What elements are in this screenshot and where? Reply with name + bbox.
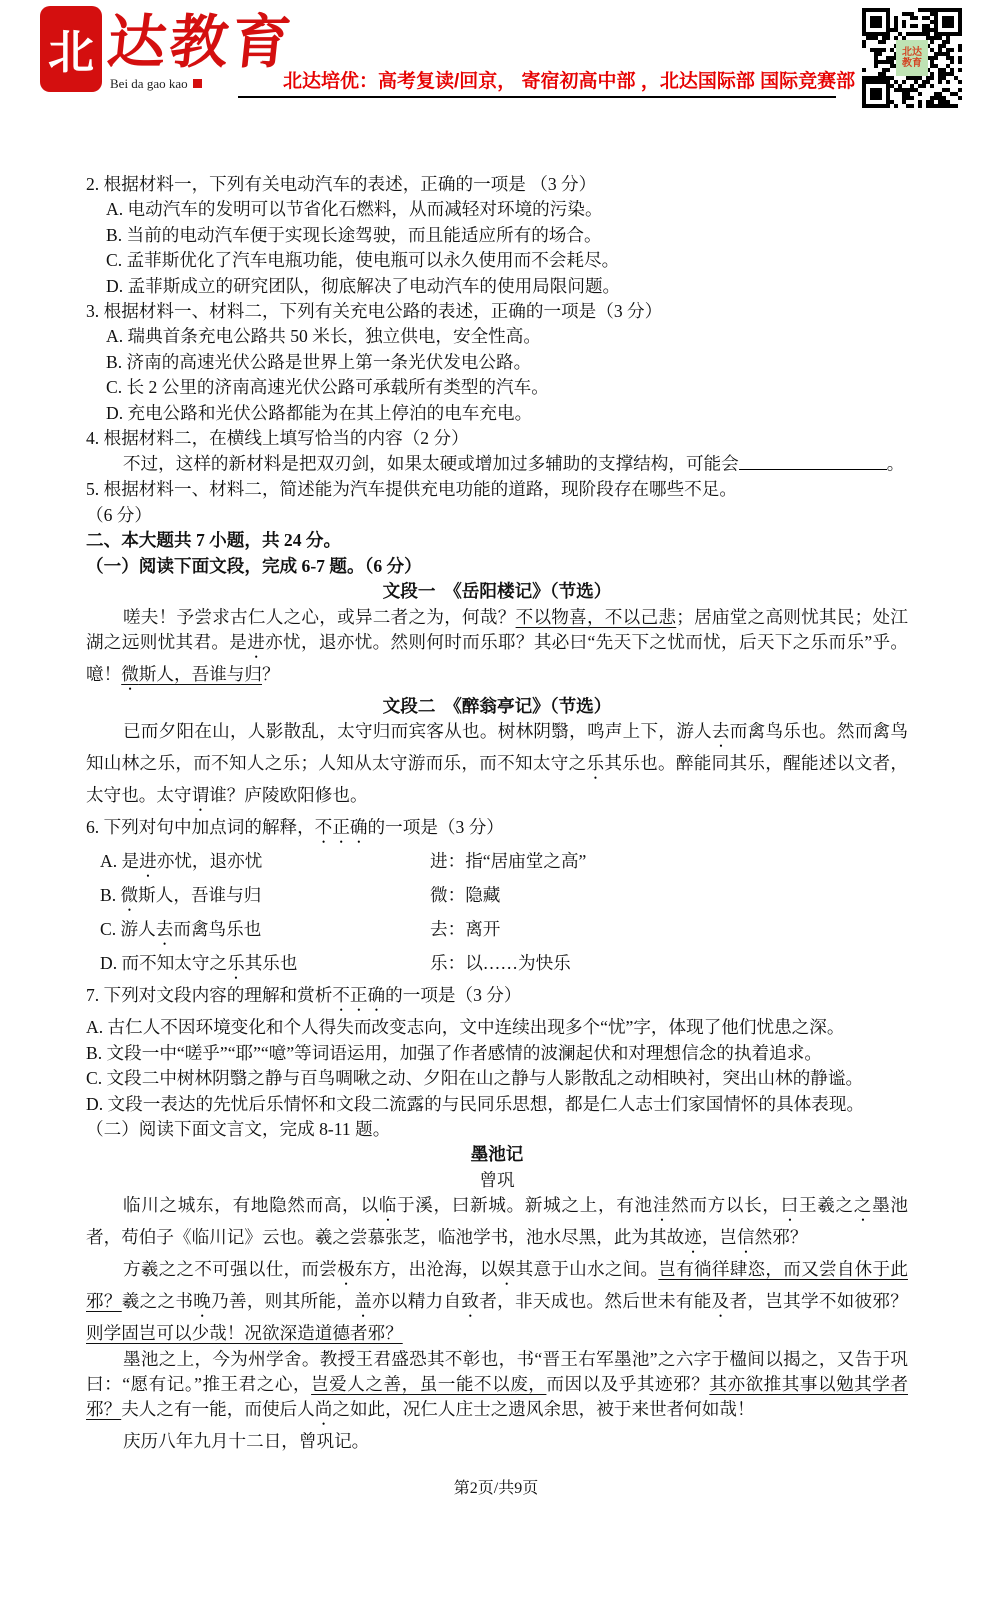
header-slogan: 北达培优：高考复读/回京， 寄宿初高中部 ，北达国际部 国际竞赛部: [283, 71, 856, 92]
question-3-option-c: C. 长 2 公里的济南高速光伏公路可承载所有类型的汽车。: [106, 377, 549, 398]
question-3-option-d: D. 充电公路和光伏公路都能为在其上停泊的电车充电。: [106, 402, 533, 423]
question-2-option-d: D. 孟菲斯成立的研究团队，彻底解决了电动汽车的使用局限问题。: [106, 275, 621, 296]
passage-2-title: 文段二 《醉翁亭记》（节选）: [382, 695, 612, 716]
question-2-option-c: C. 孟菲斯优化了汽车电瓶功能，使电瓶可以永久使用而不会耗尽。: [106, 250, 620, 271]
essay-paragraph-3: 墨池之上，今为州学舍。教授王君盛恐其不彰也，书“晋王右军墨池”之六字于楹间以揭之，又告于巩曰：“愿有记。”推王君之心，岂爱人之善，虽一能不以废，而因以及乎其迹邪？其亦欲推其事以勉其学者邪？夫人之有一能，而使后人尚之如此，况仁人庄士之遗风余思，被于来世者何如哉！: [86, 1348, 908, 1420]
fill-pre-text: 不过，这样的新材料是把双刃剑，如果太硬或增加过多辅助的支撑结构，可能会: [122, 454, 739, 475]
essay-paragraph-2: 方羲之之不可强以仕，而尝极东方，出沧海，以娱其意于山水之间。岂有徜徉肆恣，而又尝自休于此邪？羲之之书晚乃善，则其所能，盖亦以精力自致者，非天成也。然后世未有能及者，岂其学不如彼邪？则学固岂可以少哉！况欲深造道德者邪？: [86, 1259, 908, 1344]
answer-blank: [739, 451, 887, 470]
essay-title: 墨池记: [470, 1144, 524, 1165]
question-7-option-a: A. 古仁人不因环境变化和个人得失而改变志向，文中连续出现多个“忧”字，体现了他们忧患之深。: [86, 1017, 845, 1038]
subsection-1-intro: （一）阅读下面文段，完成 6-7 题。（6 分）: [86, 555, 422, 576]
question-6-row-b: [86, 881, 908, 915]
logo-text: 达教育: [104, 10, 298, 75]
section-2-title: 二、本大题共 7 小题，共 24 分。: [86, 530, 342, 551]
question-2-option-b: B. 当前的电动汽车便于实现长途驾驶，而且能适应所有的场合。: [106, 224, 602, 245]
q6-row-b-phrase: B. 微斯人，吾谁与归: [100, 885, 262, 906]
passage-2-text: 已而夕阳在山，人影散乱，太守归而宾客从也。树林阴翳，鸣声上下，游人去而禽鸟乐也。然而禽鸟知山林之乐，而不知人之乐；人知从太守游而乐，而不知太守之乐其乐也。醉能同其乐，醒能述以文者，太守也。太守谓谁？庐陵欧阳修也。: [86, 721, 908, 806]
subsection-2-intro: （二）阅读下面文言文，完成 8-11 题。: [86, 1118, 391, 1139]
question-5-stem: 5. 根据材料一、材料二，简述能为汽车提供充电功能的道路，现阶段存在哪些不足。: [86, 479, 737, 500]
question-7-option-d: D. 文段一表达的先忧后乐情怀和文段二流露的与民同乐思想，都是仁人志士们家国情怀的具体表现。: [86, 1093, 865, 1114]
question-7-stem: 7. 下列对文段内容的理解和赏析不正确的一项是（3 分）: [86, 985, 522, 1006]
q6-row-a-gloss: 进：指“居庙堂之高”: [430, 851, 587, 872]
question-7-option-b: B. 文段一中“嗟乎”“耶”“噫”等词语运用，加强了作者感情的波澜起伏和对理想信念的执着追求。: [86, 1042, 822, 1063]
qr-badge-line2: 教育: [902, 58, 922, 69]
red-square-icon: [193, 79, 202, 88]
header-divider: [238, 96, 836, 98]
passage-1-title: 文段一 《岳阳楼记》（节选）: [382, 581, 612, 602]
question-7-option-c: C. 文段二中树林阴翳之静与百鸟啁啾之动、夕阳在山之静与人影散乱之动相映衬，突出山林的静谧。: [86, 1068, 864, 1089]
essay-paragraph-1: 临川之城东，有地隐然而高，以临于溪，曰新城。新城之上，有池洼然而方以长，曰王羲之之墨池者，苟伯子《临川记》云也。羲之尝慕张芝，临池学书，池水尽黑，此为其故迹，岂信然邪？: [86, 1195, 908, 1248]
qr-center-badge: [896, 40, 928, 76]
question-6-row-c: [86, 915, 908, 949]
question-2-option-a: A. 电动汽车的发明可以节省化石燃料，从而减轻对环境的污染。: [106, 199, 603, 220]
logo-seal-icon: 北: [42, 8, 100, 90]
passage-1-text: 嗟夫！予尝求古仁人之心，或异二者之为，何哉？不以物喜，不以己悲；居庙堂之高则忧其民；处江湖之远则忧其君。是进亦忧，退亦忧。然则何时而乐耶？其必曰“先天下之忧而忧，后天下之乐而乐”乎。噫！微斯人，吾谁与归？: [86, 606, 908, 684]
q6-row-d-gloss: 乐：以……为快乐: [430, 953, 571, 974]
qr-badge-line1: 北达: [902, 47, 922, 58]
question-3-option-a: A. 瑞典首条充电公路共 50 米长，独立供电，安全性高。: [106, 326, 541, 347]
fill-post-text: 。: [886, 454, 905, 475]
question-3-stem: 3. 根据材料一、材料二，下列有关充电公路的表述，正确的一项是（3 分）: [86, 301, 663, 322]
page-header: [0, 0, 992, 130]
q6-row-a-phrase: A. 是进亦忧，退亦忧: [100, 851, 263, 872]
q6-row-b-gloss: 微：隐藏: [430, 885, 501, 906]
qr-code: [862, 8, 962, 108]
question-6-row-a: [86, 847, 908, 881]
logo-subtitle-text: Bei da gao kao: [110, 76, 188, 91]
question-2-stem: 2. 根据材料一，下列有关电动汽车的表述，正确的一项是 （3 分）: [86, 174, 597, 194]
question-5-score: （6 分）: [86, 504, 152, 525]
q6-row-d-phrase: D. 而不知太守之乐其乐也: [100, 953, 298, 974]
page-number: 第2页/共9页: [453, 1480, 539, 1497]
question-3-option-b: B. 济南的高速光伏公路是世界上第一条光伏发电公路。: [106, 351, 532, 372]
question-6-row-d: [86, 949, 908, 983]
essay-author: 曾巩: [479, 1169, 515, 1190]
q6-row-c-gloss: 去：离开: [430, 919, 501, 940]
question-4-fill-line: [86, 451, 908, 477]
exam-body: [86, 172, 908, 1455]
essay-paragraph-4: 庆历八年九月十二日，曾巩记。: [122, 1431, 370, 1452]
question-4-stem: 4. 根据材料二，在横线上填写恰当的内容（2 分）: [86, 428, 469, 449]
logo-subtitle: [110, 76, 202, 92]
question-6-stem: 6. 下列对句中加点词的解释，不正确的一项是（3 分）: [86, 817, 504, 838]
q6-row-c-phrase: C. 游人去而禽鸟乐也: [100, 919, 262, 940]
